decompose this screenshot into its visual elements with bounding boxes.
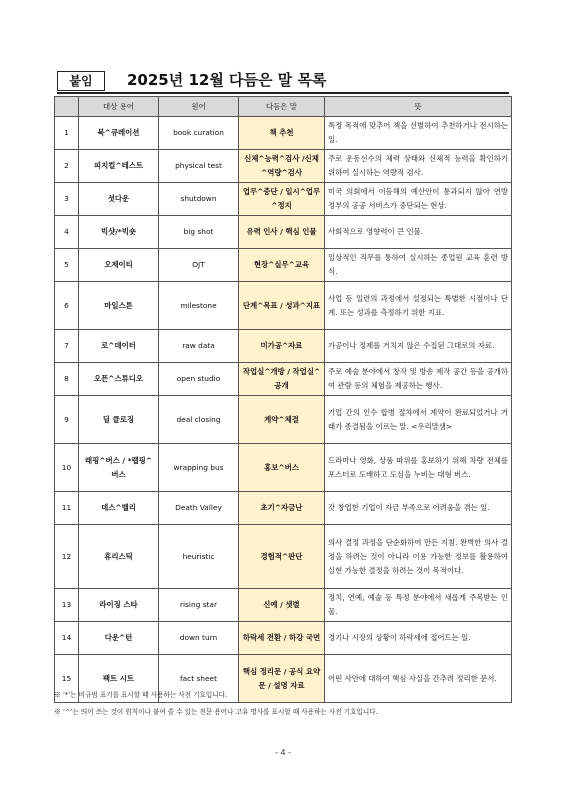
refined-word: 단계^목표 / 성과^지표 — [239, 282, 325, 330]
table-row — [55, 249, 512, 282]
meaning: 사업 등 일련의 과정에서 설정되는 특별한 시점이나 단계. 또는 성과를 측정하기 위한 지표. — [325, 282, 512, 330]
header-refined-word: 다듬은 말 — [239, 97, 325, 117]
meaning: 주로 운동선수의 체력 상태와 신체적 능력을 확인하기 위하여 실시하는 역량적 검사. — [325, 150, 512, 183]
row-number: 5 — [55, 249, 79, 282]
target-term: 피지컬^테스트 — [79, 150, 159, 183]
original-word: milestone — [159, 282, 239, 330]
row-number: 8 — [55, 363, 79, 396]
original-word: heuristic — [159, 525, 239, 589]
meaning: 의사 결정 과정을 단순화하여 만든 지침. 완벽한 의사 결정을 하려는 것이 아니라 이용 가능한 정보를 활용하여 실현 가능한 결정을 하려는 것이 목적이다. — [325, 525, 512, 589]
target-term: 오픈^스튜디오 — [79, 363, 159, 396]
table-row — [55, 150, 512, 183]
row-number: 1 — [55, 117, 79, 150]
target-term: 라이징 스타 — [79, 589, 159, 622]
title-underline — [57, 92, 509, 94]
footnotes — [54, 687, 524, 721]
original-word: fact sheet — [159, 655, 239, 703]
refined-word: 업무^중단 / 일시^업무^정지 — [239, 183, 325, 216]
refined-word: 신예 / 샛별 — [239, 589, 325, 622]
table-row — [55, 282, 512, 330]
row-number: 15 — [55, 655, 79, 703]
meaning: 미국 의회에서 이듬해의 예산안이 통과되지 않아 연방 정부의 공공 서비스가 중단되는 현상. — [325, 183, 512, 216]
footnote-asterisk: ※ ‘*’는 비규범 표기를 표시할 때 사용하는 사전 기호입니다. — [54, 691, 228, 699]
meaning: 특정 목적에 맞추어 책을 선별하여 추천하거나 전시하는 일. — [325, 117, 512, 150]
row-number: 9 — [55, 396, 79, 444]
target-term: 딜 클로징 — [79, 396, 159, 444]
table-row — [55, 444, 512, 492]
row-number: 6 — [55, 282, 79, 330]
table-row — [55, 589, 512, 622]
original-word: big shot — [159, 216, 239, 249]
page-title: 2025년 12월 다듬은 말 목록 — [127, 71, 327, 89]
page-number: - 4 - — [275, 748, 291, 757]
header-meaning: 뜻 — [325, 97, 512, 117]
row-number: 10 — [55, 444, 79, 492]
target-term: 오제이티 — [79, 249, 159, 282]
meaning: 기업 간의 인수 합병 절차에서 계약이 완료되었거나 거래가 종결됨을 이르는 말. <우리말샘> — [325, 396, 512, 444]
original-word: deal closing — [159, 396, 239, 444]
original-word: wrapping bus — [159, 444, 239, 492]
refined-terms-table — [54, 96, 512, 703]
original-word: open studio — [159, 363, 239, 396]
refined-word: 미가공^자료 — [239, 330, 325, 363]
meaning: 정치, 연예, 예술 등 특정 분야에서 새롭게 주목받는 인물. — [325, 589, 512, 622]
refined-word: 하락세 전환 / 하강 국면 — [239, 622, 325, 655]
table-row — [55, 492, 512, 525]
original-word: down turn — [159, 622, 239, 655]
refined-word: 유력 인사 / 핵심 인물 — [239, 216, 325, 249]
row-number: 2 — [55, 150, 79, 183]
original-word: book curation — [159, 117, 239, 150]
table-row — [55, 183, 512, 216]
table-row — [55, 363, 512, 396]
meaning: 어떤 사안에 대하여 핵심 사실을 간추려 정리한 문서. — [325, 655, 512, 703]
table-row — [55, 330, 512, 363]
original-word: rising star — [159, 589, 239, 622]
refined-word: 홍보^버스 — [239, 444, 325, 492]
meaning: 가공이나 정제를 거치지 않은 수집된 그대로의 자료. — [325, 330, 512, 363]
refined-word: 현장^실무^교육 — [239, 249, 325, 282]
table-row — [55, 216, 512, 249]
row-number: 11 — [55, 492, 79, 525]
table-row — [55, 396, 512, 444]
meaning: 드라마나 영화, 상품 따위를 홍보하기 위해 차량 전체를 포스터로 도배하고 도심을 누비는 대형 버스. — [325, 444, 512, 492]
row-number: 13 — [55, 589, 79, 622]
meaning: 사회적으로 영향력이 큰 인물. — [325, 216, 512, 249]
target-term: 휴리스틱 — [79, 525, 159, 589]
target-term: 래핑^버스 / *랩핑^버스 — [79, 444, 159, 492]
table-row — [55, 525, 512, 589]
target-term: 셧다운 — [79, 183, 159, 216]
original-word: physical test — [159, 150, 239, 183]
original-word: Death Valley — [159, 492, 239, 525]
row-number: 14 — [55, 622, 79, 655]
footnote-caret: ※ ‘^’는 띄어 쓰는 것이 원칙이나 붙여 쓸 수 있는 전문 용어나 고유 명사를 표시할 때 사용하는 사전 기호입니다. — [54, 708, 378, 716]
table-row — [55, 117, 512, 150]
original-word: raw data — [159, 330, 239, 363]
row-number: 7 — [55, 330, 79, 363]
target-term: 마일스톤 — [79, 282, 159, 330]
row-number: 4 — [55, 216, 79, 249]
header-number — [55, 97, 79, 117]
table-header-row — [55, 97, 512, 117]
refined-word: 경험적^판단 — [239, 525, 325, 589]
attachment-tag: 붙임 — [57, 71, 105, 91]
original-word: OJT — [159, 249, 239, 282]
refined-word: 작업실^개방 / 작업실^공개 — [239, 363, 325, 396]
target-term: 데스^밸리 — [79, 492, 159, 525]
target-term: 빅샷/*빅숏 — [79, 216, 159, 249]
table-row — [55, 622, 512, 655]
document-heading — [57, 69, 509, 93]
refined-word: 초기^자금난 — [239, 492, 325, 525]
header-original-word: 원어 — [159, 97, 239, 117]
target-term: 다운^턴 — [79, 622, 159, 655]
meaning: 갓 창업한 기업이 자금 부족으로 어려움을 겪는 일. — [325, 492, 512, 525]
target-term: 로^데이터 — [79, 330, 159, 363]
meaning: 경기나 시장의 상황이 하락세에 접어드는 일. — [325, 622, 512, 655]
refined-word: 핵심 정리문 / 공식 요약문 / 설명 자료 — [239, 655, 325, 703]
target-term: 팩트 시트 — [79, 655, 159, 703]
refined-word: 계약^체결 — [239, 396, 325, 444]
meaning: 일상적인 직무를 통하여 실시하는 종업원 교육 훈련 방식. — [325, 249, 512, 282]
row-number: 3 — [55, 183, 79, 216]
original-word: shutdown — [159, 183, 239, 216]
refined-word: 신체^능력^검사 /신체^역량^검사 — [239, 150, 325, 183]
header-target-term: 대상 용어 — [79, 97, 159, 117]
refined-word: 책 추천 — [239, 117, 325, 150]
meaning: 주로 예술 분야에서 창작 및 방송 제작 공간 등을 공개하여 관람 등의 체험을 제공하는 행사. — [325, 363, 512, 396]
target-term: 북^큐레이션 — [79, 117, 159, 150]
row-number: 12 — [55, 525, 79, 589]
